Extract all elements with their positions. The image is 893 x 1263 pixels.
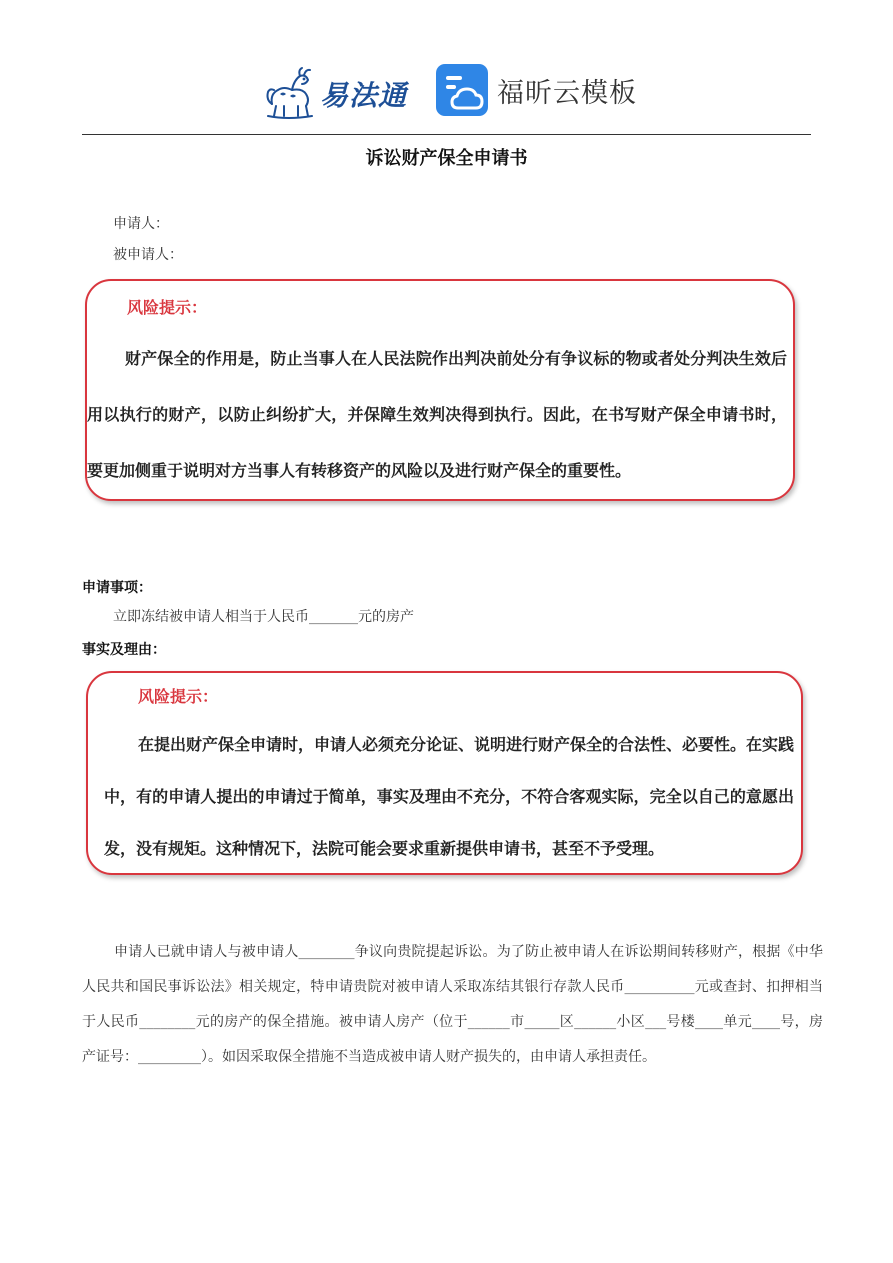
risk-notice-body-1: 财产保全的作用是，防止当事人在人民法院作出判决前处分有争议标的物或者处分判决生效后用以执行的财产，以防止纠纷扩大，并保障生效判决得到执行。因此，在书写财产保全申请书时，要更加侧重于说明对方当事人有转移资产的风险以及进行财产保全的重要性。 (87, 349, 787, 480)
application-items-label: 申请事项： (82, 580, 152, 596)
qilin-icon (262, 64, 318, 120)
page-header (0, 58, 893, 128)
main-paragraph: 申请人已就申请人与被申请人________争议向贵院提起诉讼。为了防止被申请人在诉讼期间转移财产，根据《中华人民共和国民事诉讼法》相关规定，特申请贵院对被申请人采取冻结其银行存款人民币__________元或查封、扣押相当于人民币________元的房产的保全措施。被申请人房产（位于______市_____区______小区___号楼____单元____号，房产证号：_________）。如因采取保全措施不当造成被申请人财产损失的，由申请人承担责任。 (82, 944, 823, 1065)
facts-and-reasons-label: 事实及理由： (82, 642, 166, 658)
risk-notice-title-1: 风险提示： (127, 298, 208, 317)
header-divider (82, 134, 811, 135)
applicant-label: 申请人： (113, 216, 169, 232)
application-item-1: 立即冻结被申请人相当于人民币_______元的房产 (113, 609, 414, 625)
cloud-document-icon (436, 64, 488, 116)
risk-notice-box-1 (85, 279, 795, 501)
yifatong-logo (262, 64, 422, 124)
document-title: 诉讼财产保全申请书 (365, 148, 528, 169)
logo2-text: 福昕云模板 (497, 78, 637, 109)
logo1-text: 易法通 (320, 79, 408, 112)
respondent-label: 被申请人： (113, 247, 183, 263)
risk-notice-box-2 (86, 671, 803, 875)
risk-notice-title-2: 风险提示： (138, 687, 219, 706)
risk-notice-body-2: 在提出财产保全申请时，申请人必须充分论证、说明进行财产保全的合法性、必要性。在实践中，有的申请人提出的申请过于简单，事实及理由不充分，不符合客观实际，完全以自己的意愿出发，没有规矩。这种情况下，法院可能会要求重新提供申请书，甚至不予受理。 (104, 735, 795, 858)
